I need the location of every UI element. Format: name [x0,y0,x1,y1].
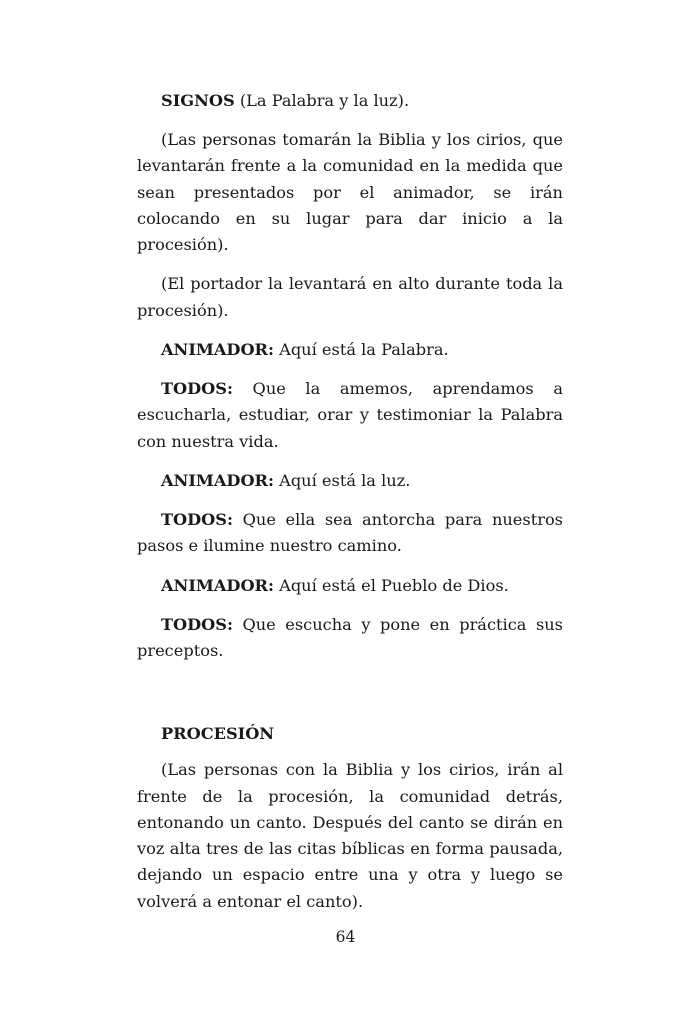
heading-spacer [137,747,563,757]
paragraph-lead-todos-1: TODOS: [161,379,233,399]
paragraph-text-todos-2: Que ella sea antorcha para nuestros pasos e ilumine nuestro camino. [137,510,563,556]
paragraph-lead-signos: SIGNOS [161,91,235,110]
paragraph-lead-animador-2: ANIMADOR: [161,470,274,490]
paragraph-text-signos: (La Palabra y la luz). [234,91,410,110]
paragraph-text-todos-3: Que escucha y pone en práctica sus preceptos. [137,614,563,660]
paragraph-todos-1 [137,376,563,455]
section-spacer [137,677,563,721]
paragraph-animador-2 [137,468,563,494]
paragraph-text-animador-3: Aquí está el Pueblo de Dios. [273,575,509,595]
paragraph-signos [137,88,563,114]
paragraph-lead-animador-1: ANIMADOR: [161,339,274,359]
page-number: 64 [335,928,356,946]
paragraph-lead-todos-3: TODOS: [161,614,233,634]
paragraph-lead-todos-2: TODOS: [161,510,233,530]
paragraph-text-todos-1: Que la amemos, aprendamos a escucharla, estudiar, orar y testimoniar la Palabra con nuestra vida. [137,379,563,451]
paragraph-animador-1 [137,337,563,363]
paragraph-todos-2 [137,507,563,559]
paragraph-todos-3 [137,612,563,664]
section-heading-procesion: PROCESIÓN [161,724,275,744]
paragraph-closing-rubric: (Las personas con la Biblia y los cirios, irán al frente de la procesión, la comunidad detrás, entonando un canto. Después del canto se dirán en voz alta tres de las citas bíblicas en forma pausada, dejando un espacio entre una y otra y luego se volverá a entonar el canto). [137,760,563,911]
paragraph-text-rubric-1: (Las personas tomarán la Biblia y los cirios, que levantarán frente a la comunidad en la medida que sean presentados por el animador, se irán colocando en su lugar para dar inicio a la procesión). [137,130,563,255]
paragraph-animador-3 [137,573,563,599]
paragraph-rubric-1 [137,127,563,258]
paragraph-rubric-2 [137,271,563,323]
paragraph-text-animador-2: Aquí está la luz. [273,470,411,490]
paragraph-text-animador-1: Aquí está la Palabra. [273,339,449,359]
paragraph-text-rubric-2: (El portador la levantará en alto durante toda la procesión). [137,274,563,320]
paragraph-lead-animador-3: ANIMADOR: [161,575,274,595]
